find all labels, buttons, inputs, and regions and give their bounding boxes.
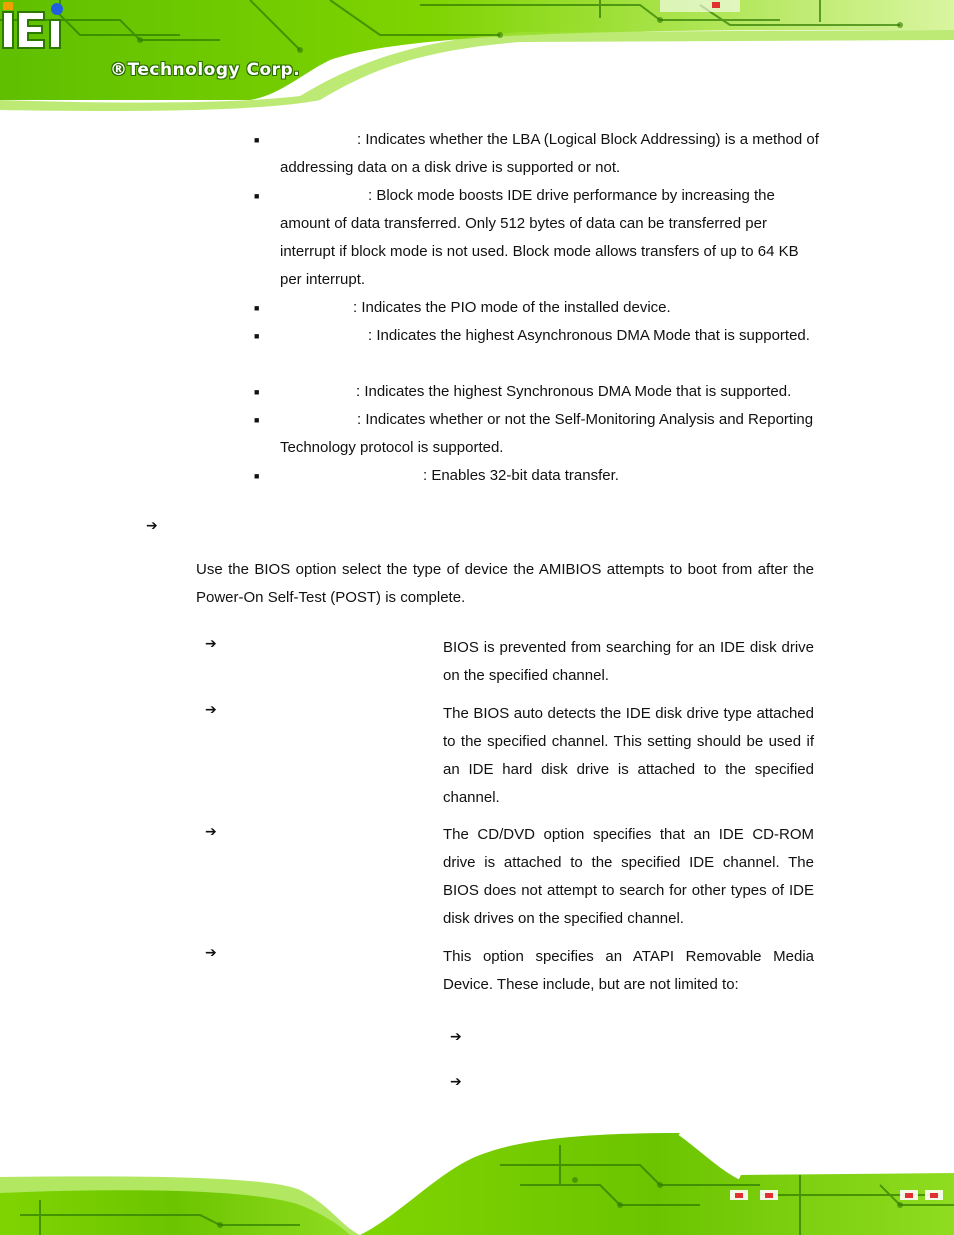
- bullet-block-mode: [280, 182, 820, 294]
- option-arrow-icon: ➔: [205, 702, 217, 718]
- sub-arrow-icon: ➔: [450, 1074, 462, 1090]
- page-header: [0, 0, 954, 112]
- option-arrow-icon: ➔: [205, 824, 217, 840]
- circuit-board-banner: [0, 0, 954, 112]
- option-auto-desc: The BIOS auto detects the IDE disk drive type attached to the specified channel. This setting should be used if an IDE hard disk drive is attached to the specified channel.: [443, 705, 814, 806]
- option-disabled-desc: BIOS is prevented from searching for an IDE disk drive on the specified channel.: [443, 639, 814, 684]
- option-cddvd-desc: The CD/DVD option specifies that an IDE CD-ROM drive is attached to the specified IDE channel. The BIOS does not attempt to search for other types of IDE disk drives on the specified channel.: [443, 826, 814, 927]
- bullet-text: : Indicates the highest Synchronous DMA Mode that is supported.: [356, 383, 792, 400]
- page-footer: [0, 1125, 954, 1235]
- bullet-lba: [280, 126, 820, 182]
- bullet-text: : Indicates whether or not the Self-Monitoring Analysis and Reporting Technology protocol is supported.: [280, 411, 814, 456]
- bullet-marker: ■: [254, 387, 260, 397]
- bullet-text: : Indicates the PIO mode of the installed device.: [353, 299, 671, 316]
- bullet-marker: ■: [254, 135, 260, 145]
- bullet-text: : Indicates whether the LBA (Logical Block Addressing) is a method of addressing data on a disk drive is supported or not.: [280, 131, 819, 176]
- bullet-async-dma: [280, 322, 820, 350]
- bullet-text: : Block mode boosts IDE drive performance by increasing the amount of data transferred. Only 512 bytes of data can be transferred per interrupt if block mode is not used. Block mode allows transfers of up to 64 KB per interrupt.: [280, 187, 799, 288]
- option-armd-desc: This option specifies an ATAPI Removable Media Device. These include, but are not limited to:: [443, 948, 814, 993]
- bullet-marker: ■: [254, 331, 260, 341]
- option-arrow-icon: ➔: [205, 945, 217, 961]
- bullet-marker: ■: [254, 415, 260, 425]
- bullet-pio-mode: [280, 294, 820, 322]
- sub-arrow-icon: ➔: [450, 1029, 462, 1045]
- section-arrow-icon: ➔: [146, 518, 158, 534]
- bullet-text: : Indicates the highest Asynchronous DMA Mode that is supported.: [368, 327, 810, 344]
- bullet-text: : Enables 32-bit data transfer.: [423, 467, 619, 484]
- brand-text: ®Technology Corp.: [110, 60, 301, 80]
- section-intro: Use the BIOS option select the type of device the AMIBIOS attempts to boot from after the Power-On Self-Test (POST) is complete.: [196, 561, 814, 606]
- bullet-ultra-dma: [280, 378, 820, 406]
- bullet-32bit: [280, 462, 820, 490]
- option-arrow-icon: ➔: [205, 636, 217, 652]
- bullet-marker: ■: [254, 303, 260, 313]
- bullet-smart: [280, 406, 820, 462]
- bullet-marker: ■: [254, 191, 260, 201]
- bullet-marker: ■: [254, 471, 260, 481]
- iei-logo-icon: [0, 0, 70, 50]
- circuit-board-footer: [0, 1125, 954, 1235]
